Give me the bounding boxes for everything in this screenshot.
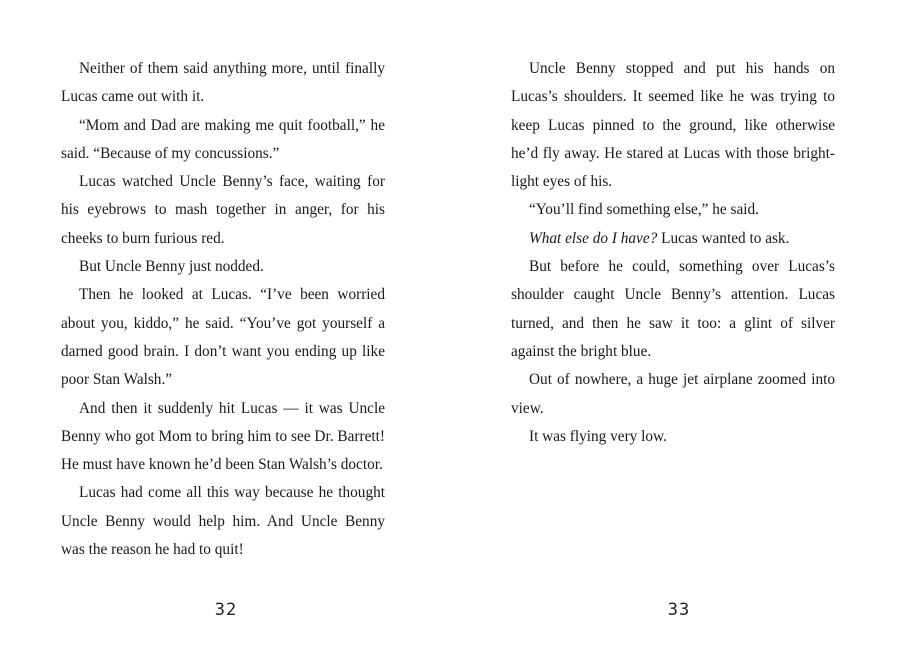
paragraph: “You’ll find something else,” he said. xyxy=(529,201,759,219)
right-page-text xyxy=(511,55,835,451)
paragraph: Neither of them said anything more, until finally Lucas came out with it. xyxy=(61,60,385,106)
paragraph: “Mom and Dad are making me quit football,” he said. “Because of my concussions.” xyxy=(61,116,385,162)
paragraph: Out of nowhere, a huge jet airplane zoomed into view. xyxy=(511,371,835,417)
paragraph: Uncle Benny stopped and put his hands on Lucas’s shoulders. It seemed like he was trying to keep Lucas pinned to the ground, like otherwise he’d fly away. He stared at Lucas with those bright-light eyes of his. xyxy=(511,60,835,191)
paragraph: It was flying very low. xyxy=(529,427,667,445)
left-page-text xyxy=(61,55,385,564)
paragraph: But before he could, something over Lucas’s shoulder caught Uncle Benny’s attention. Lucas turned, and then he saw it too: a glint of silver against the bright blue. xyxy=(511,258,835,360)
page-number: 33 xyxy=(667,600,691,620)
italic-thought: What else do I have? xyxy=(529,229,658,247)
paragraph: Then he looked at Lucas. “I’ve been worried about you, kiddo,” he said. “You’ve got yourself a darned good brain. I don’t want you ending up like poor Stan Walsh.” xyxy=(61,286,385,389)
paragraph-italic-thought xyxy=(511,225,835,253)
page-number: 32 xyxy=(214,600,238,620)
right-page xyxy=(450,0,900,654)
paragraph: And then it suddenly hit Lucas — it was Uncle Benny who got Mom to bring him to see Dr. Barrett! He must have known he’d been Stan Walsh’s doctor. xyxy=(61,399,385,474)
thought-tail: Lucas wanted to ask. xyxy=(657,229,790,247)
paragraph: But Uncle Benny just nodded. xyxy=(79,258,264,276)
paragraph: Lucas had come all this way because he thought Uncle Benny would help him. And Uncle Benny was the reason he had to quit! xyxy=(61,484,385,559)
paragraph: Lucas watched Uncle Benny’s face, waiting for his eyebrows to mash together in anger, for his cheeks to burn furious red. xyxy=(61,173,385,247)
